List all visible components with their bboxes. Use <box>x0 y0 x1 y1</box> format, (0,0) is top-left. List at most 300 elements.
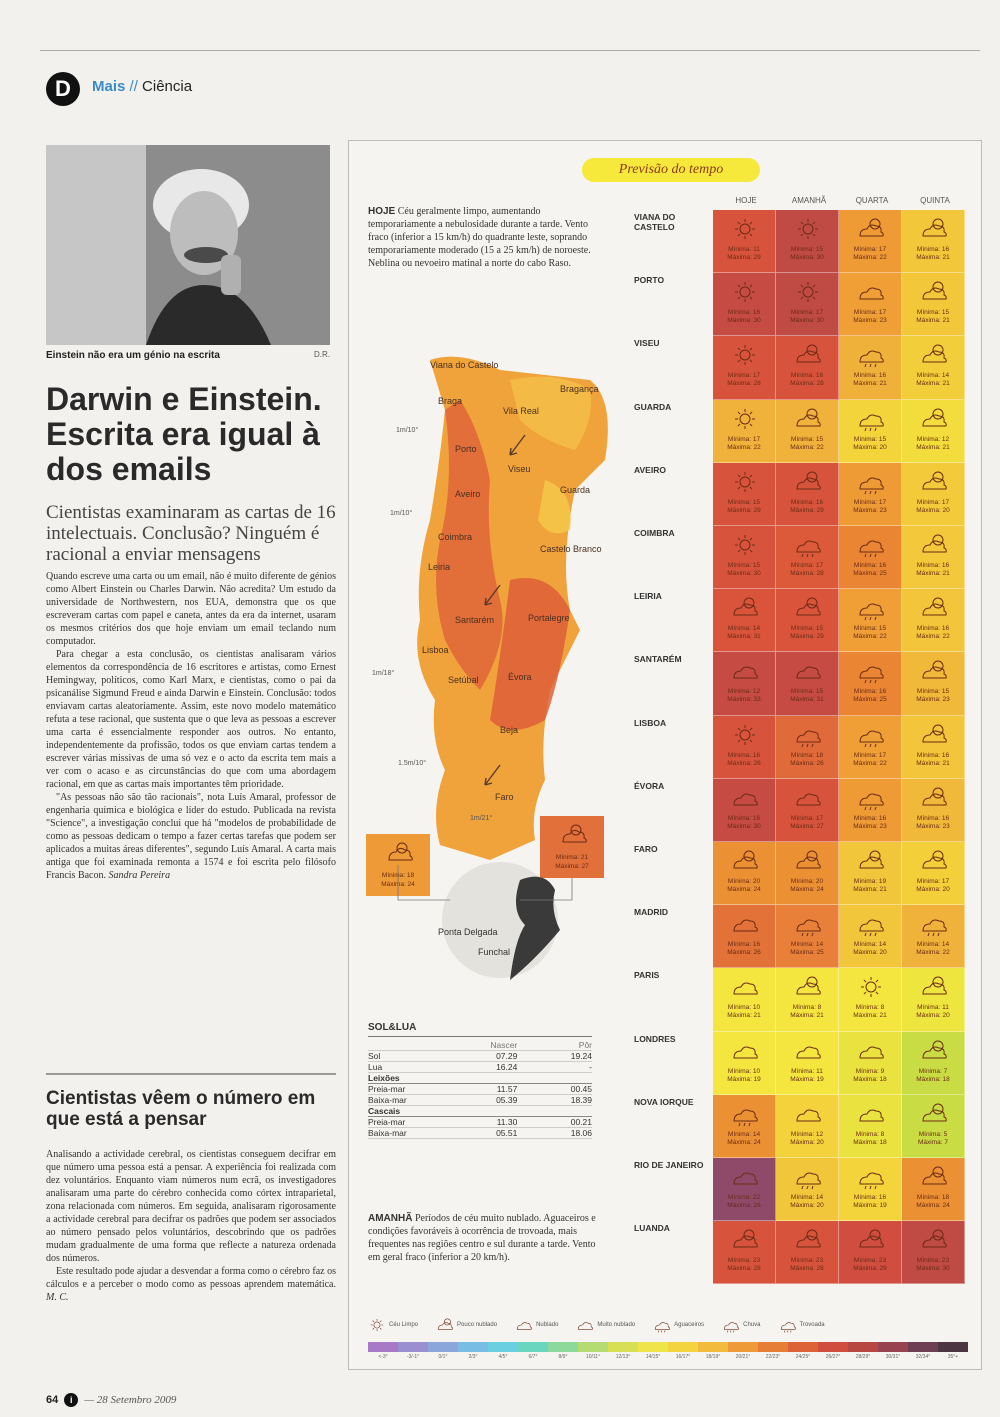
forecast-cell <box>776 716 839 779</box>
forecast-min: Mínima: 11 <box>917 1004 949 1012</box>
rain-icon <box>857 722 885 748</box>
forecast-max: Máxima: 20 <box>916 886 950 893</box>
cloud-icon <box>794 1101 822 1127</box>
forecast-column-header: HOJE <box>735 196 757 205</box>
sol-lua-cell: 11.30 <box>496 1117 518 1127</box>
forecast-cell <box>776 463 839 526</box>
forecast-max: Máxima: 23 <box>916 696 950 704</box>
city-name: SANTARÉM <box>634 654 682 665</box>
forecast-temps <box>780 688 834 704</box>
forecast-min: Mínima: 19 <box>853 878 887 885</box>
map-place-label: Vila Real <box>503 406 539 416</box>
forecast-cell <box>713 716 776 779</box>
forecast-max: Máxima: 27 <box>790 822 824 830</box>
sol-lua-cell: Lua <box>368 1062 383 1072</box>
article-paragraph: Analisando a actividade cerebral, os cientistas conseguem decifrar em que número uma pessoa está a pensar. A experiência foi realizada com dez voluntários. Enquanto viam números num ecrã, os investigadores analisaram uma parte do cérebro conhecida como córtex intraparietal, zona relacionada com números. Em seguida, analisaram rigorosamente a actividade cerebral para decifrar os padrões que podem ser associados ao número pensado pelos voluntários, descobrindo que os padrões mudam gradualmente de uma forma que reflecte a natureza ordenada dos números. <box>46 1149 336 1264</box>
forecast-min: Mínima: 15 <box>790 625 824 633</box>
cloud-icon <box>731 1164 759 1190</box>
forecast-temps <box>717 815 771 831</box>
city-name: VISEU <box>634 338 660 349</box>
scale-swatch <box>458 1342 488 1352</box>
legend-label: Trovoada <box>799 1322 825 1328</box>
wind-label: 1m/10° <box>390 510 413 517</box>
forecast-max: Máxima: 22 <box>853 254 887 261</box>
city-name: VIANA DO CASTELO <box>634 212 676 232</box>
footer-date-text: 28 Setembro 2009 <box>96 1394 177 1406</box>
forecast-max: Máxima: 30 <box>727 570 761 577</box>
cloudsun-icon <box>920 342 948 368</box>
city-name: LUANDA <box>634 1223 670 1234</box>
sol-lua-cell: 11.57 <box>496 1084 518 1094</box>
forecast-temps <box>906 499 960 515</box>
forecast-min: Mínima: 14 <box>727 1130 761 1138</box>
forecast-min: Mínima: 17 <box>916 498 950 506</box>
rain-icon <box>857 911 885 937</box>
sun-icon <box>794 279 822 305</box>
forecast-temps <box>906 878 960 894</box>
forecast-min: Mínima: 15 <box>853 625 887 633</box>
sol-lua-cell: Leixões <box>368 1073 400 1083</box>
today-text: Céu geralmente limpo, aumentando temporariamente a nebulosidade durante a tarde. Vento fraco (inferior a 15 km/h) do quadrante leste, soprando temporariamente moderado (15 a 25 km/h) de noroeste. Neblina ou nevoeiro matinal a norte do cabo Raso. <box>368 206 591 269</box>
forecast-cell <box>776 968 839 1031</box>
portugal-map <box>360 340 620 1000</box>
forecast-temps <box>843 625 897 641</box>
forecast-max: Máxima: 7 <box>918 1138 948 1146</box>
cloudsun-icon <box>436 1317 454 1333</box>
forecast-max: Máxima: 23 <box>853 506 887 514</box>
rain-icon <box>794 1164 822 1190</box>
forecast-min: Mínima: 14 <box>790 1194 824 1201</box>
cloud-icon <box>731 911 759 937</box>
scale-swatch <box>428 1342 458 1352</box>
rain-icon <box>857 658 885 684</box>
forecast-max: Máxima: 21 <box>916 380 950 388</box>
forecast-cell <box>902 589 965 652</box>
sol-lua-cell: Preia-mar <box>368 1117 406 1127</box>
forecast-temps <box>906 1257 960 1273</box>
forecast-min: Mínima: 16 <box>727 814 761 822</box>
forecast-temps <box>843 372 897 388</box>
cloudsun-icon <box>731 1227 759 1253</box>
forecast-max: Máxima: 24 <box>790 886 824 893</box>
forecast-min: Mínima: 23 <box>727 1257 761 1265</box>
weather-legend <box>368 1314 968 1336</box>
forecast-cell <box>902 1095 965 1158</box>
forecast-temps <box>780 625 834 641</box>
forecast-min: Mínima: 23 <box>916 1257 950 1265</box>
forecast-temps <box>717 1257 771 1273</box>
rain-icon <box>794 532 822 558</box>
forecast-max: Máxima: 26 <box>727 1202 761 1209</box>
tomorrow-label: AMANHÃ <box>368 1213 413 1224</box>
forecast-cell <box>839 463 902 526</box>
einstein-photo <box>46 145 330 345</box>
forecast-min: Mínima: 15 <box>790 246 824 253</box>
page-footer <box>46 1393 176 1407</box>
sol-lua-header <box>368 1040 592 1051</box>
forecast-cell <box>902 463 965 526</box>
forecast-temps <box>717 436 771 452</box>
forecast-cell <box>713 905 776 968</box>
legend-label: Chuva <box>743 1322 761 1328</box>
forecast-cell <box>839 1158 902 1221</box>
tomorrow-text: Períodos de céu muito nublado. Aguaceiros e condições favoráveis à ocorrência de trovoada, mais frequentes nas regiões centro e sul durante a tarde. Vento em geral fraco (inferior a 20 km/h). <box>368 1213 596 1263</box>
forecast-min: Mínima: 17 <box>790 814 824 822</box>
sun-icon <box>731 279 759 305</box>
sol-lua-row <box>368 1117 592 1128</box>
forecast-cell <box>839 652 902 715</box>
map-place-label: Porto <box>455 444 477 454</box>
cloud-icon <box>794 785 822 811</box>
forecast-cell <box>713 336 776 399</box>
cloudsun-icon <box>857 216 885 242</box>
sol-lua-title: SOL&LUA <box>368 1022 592 1037</box>
cloudsun-icon <box>794 342 822 368</box>
forecast-max: Máxima: 24 <box>727 1138 761 1146</box>
rain-icon <box>857 595 885 621</box>
scale-label: 8/9° <box>558 1354 568 1360</box>
forecast-cell <box>776 210 839 273</box>
scale-swatch <box>848 1342 878 1352</box>
forecast-cell <box>713 210 776 273</box>
forecast-cell <box>902 1032 965 1095</box>
cloudsun-icon <box>920 469 948 495</box>
forecast-cell <box>839 210 902 273</box>
forecast-temps <box>843 1131 897 1147</box>
rain-icon <box>722 1317 740 1333</box>
forecast-cell <box>902 1221 965 1284</box>
forecast-temps <box>906 309 960 325</box>
forecast-temps <box>780 1194 834 1210</box>
forecast-cell <box>713 968 776 1031</box>
publication-logo: D <box>46 72 80 106</box>
forecast-max: Máxima: 28 <box>790 570 824 577</box>
forecast-min: Mínima: 12 <box>916 435 950 443</box>
forecast-max: Máxima: 21 <box>853 886 887 893</box>
forecast-max: Máxima: 22 <box>916 633 950 641</box>
forecast-max: Máxima: 21 <box>790 1012 824 1020</box>
forecast-max: Máxima: 21 <box>916 254 950 261</box>
forecast-cell <box>902 779 965 842</box>
legend-label: Pouco nublado <box>457 1322 498 1328</box>
scale-label: 35°+ <box>947 1354 959 1360</box>
forecast-cell <box>839 400 902 463</box>
city-name: COIMBRA <box>634 528 675 538</box>
article-paragraph <box>46 1265 336 1304</box>
forecast-max: Máxima: 23 <box>916 822 950 830</box>
forecast-temps <box>843 878 897 894</box>
today-label: HOJE <box>368 206 396 217</box>
forecast-temps <box>843 562 897 578</box>
forecast-max: Máxima: 28 <box>790 1265 824 1273</box>
map-place-label: Leiria <box>428 562 451 572</box>
forecast-temps <box>906 1131 960 1147</box>
sun-icon <box>731 406 759 432</box>
forecast-min: Mínima: 15 <box>853 435 887 443</box>
forecast-temps <box>843 1257 897 1273</box>
sol-lua-row <box>368 1084 592 1095</box>
city-name: FARO <box>634 844 658 854</box>
scale-label: 2/3° <box>468 1354 478 1360</box>
cloudsun-icon <box>731 595 759 621</box>
legend-label: Nublado <box>536 1322 559 1328</box>
scale-label: -3/-1° <box>406 1354 420 1360</box>
forecast-cell <box>902 842 965 905</box>
weather-banner: Previsão do tempo <box>582 158 760 182</box>
sol-lua-cell: 16.24 <box>496 1062 518 1072</box>
scale-swatch <box>548 1342 578 1352</box>
sol-lua-table <box>368 1022 592 1139</box>
secondary-headline: Cientistas vêem o número em que está a pensar <box>46 1088 316 1130</box>
forecast-min: Mínima: 16 <box>727 309 761 317</box>
sol-lua-col: Pôr <box>578 1040 593 1050</box>
forecast-temps <box>780 436 834 452</box>
article-signature: M. C. <box>46 1292 69 1303</box>
cloudsun-icon <box>794 469 822 495</box>
forecast-cell <box>839 1032 902 1095</box>
forecast-min: Mínima: 16 <box>790 372 824 380</box>
article-standfirst: Cientistas examinaram as cartas de 16 intelectuais. Conclusão? Ninguém é racional a enviar mensagens <box>46 502 336 565</box>
scale-label: 12/13° <box>615 1354 631 1360</box>
city-name: PARIS <box>634 970 660 981</box>
cloudsun-icon <box>920 785 948 811</box>
cloud-icon <box>794 1038 822 1064</box>
forecast-min: Mínima: 8 <box>855 1004 885 1012</box>
forecast-temps <box>843 246 897 262</box>
cloud-icon <box>731 785 759 811</box>
forecast-min: Mínima: 10 <box>727 1004 761 1012</box>
cloudsun-icon <box>857 848 885 874</box>
forecast-max: Máxima: 21 <box>727 1012 761 1020</box>
forecast-temps <box>717 752 771 768</box>
forecast-min: Mínima: 22 <box>727 1194 761 1201</box>
sun-icon <box>857 974 885 1000</box>
map-place-label: Guarda <box>560 485 591 495</box>
forecast-cell <box>902 336 965 399</box>
city-name: NOVA IORQUE <box>634 1096 694 1107</box>
scale-label: 14/15° <box>645 1354 661 1360</box>
forecast-max: Máxima: 26 <box>790 759 824 767</box>
forecast-temps <box>717 1194 771 1210</box>
scale-swatch <box>698 1342 728 1352</box>
forecast-temps <box>717 309 771 325</box>
section-separator: // <box>129 78 138 95</box>
cloudsun-icon <box>920 1164 948 1190</box>
forecast-cell <box>713 1221 776 1284</box>
forecast-column-header: AMANHÃ <box>791 196 827 205</box>
map-place-label: Coimbra <box>438 532 473 542</box>
sun-icon <box>731 342 759 368</box>
forecast-temps <box>717 1131 771 1147</box>
forecast-min: Mínima: 16 <box>916 246 950 253</box>
scale-swatch <box>788 1342 818 1352</box>
forecast-min: Mínima: 11 <box>791 1067 823 1075</box>
forecast-temps <box>843 815 897 831</box>
cloud-icon <box>515 1317 533 1333</box>
scale-label: 26/27° <box>825 1354 841 1360</box>
city-name: PORTO <box>634 275 665 286</box>
sol-lua-cell: 18.39 <box>570 1095 593 1105</box>
rain-icon <box>857 1164 885 1190</box>
scale-swatch <box>938 1342 968 1352</box>
island-min: Mínima: 21 <box>555 854 589 861</box>
cloudsun-icon <box>794 1227 822 1253</box>
forecast-cell <box>713 1032 776 1095</box>
forecast-min: Mínima: 9 <box>855 1067 885 1075</box>
forecast-temps <box>906 436 960 452</box>
forecast-temps <box>843 309 897 325</box>
cloudsun-icon <box>920 595 948 621</box>
forecast-min: Mínima: 16 <box>916 625 950 633</box>
forecast-min: Mínima: 12 <box>790 1130 824 1138</box>
forecast-temps <box>843 499 897 515</box>
forecast-temps <box>843 941 897 957</box>
forecast-min: Mínima: 16 <box>916 562 950 569</box>
forecast-min: Mínima: 15 <box>727 562 761 569</box>
legend-item <box>368 1317 418 1333</box>
sun-icon <box>731 532 759 558</box>
map-place-label: Braga <box>438 396 463 406</box>
scale-label: 22/23° <box>765 1354 781 1360</box>
cloud-icon <box>857 1038 885 1064</box>
forecast-min: Mínima: 16 <box>916 814 950 822</box>
sol-lua-row <box>368 1062 592 1073</box>
scale-swatch <box>728 1342 758 1352</box>
forecast-temps <box>906 1004 960 1020</box>
forecast-min: Mínima: 23 <box>853 1257 887 1265</box>
forecast-cell <box>839 273 902 336</box>
forecast-cell <box>902 1158 965 1221</box>
footer-logo: i <box>64 1393 78 1407</box>
forecast-temps <box>780 246 834 262</box>
forecast-temps <box>780 752 834 768</box>
island-max: Máxima: 24 <box>381 881 415 888</box>
scale-swatch <box>668 1342 698 1352</box>
forecast-max: Máxima: 22 <box>853 633 887 641</box>
forecast-max: Máxima: 20 <box>916 1012 950 1020</box>
forecast-min: Mínima: 15 <box>916 309 950 317</box>
sol-lua-row <box>368 1128 592 1139</box>
forecast-column-header: QUARTA <box>855 196 889 205</box>
tomorrow-forecast <box>368 1212 606 1264</box>
cloudsun-icon <box>920 974 948 1000</box>
scale-label: 20/21° <box>735 1354 751 1360</box>
forecast-cell <box>713 463 776 526</box>
city-name: LISBOA <box>634 717 667 728</box>
forecast-min: Mínima: 17 <box>727 372 761 380</box>
forecast-min: Mínima: 11 <box>728 246 760 253</box>
forecast-max: Máxima: 22 <box>916 949 950 957</box>
section-divider <box>46 1073 336 1075</box>
sol-lua-cell: 00.45 <box>570 1084 593 1094</box>
forecast-cell <box>713 273 776 336</box>
forecast-max: Máxima: 24 <box>727 886 761 893</box>
sol-lua-cell: Preia-mar <box>368 1084 406 1094</box>
forecast-max: Máxima: 25 <box>790 949 824 957</box>
forecast-temps <box>717 625 771 641</box>
cloudsun-icon <box>794 848 822 874</box>
map-place-label: Santarém <box>455 615 495 625</box>
forecast-min: Mínima: 20 <box>790 878 824 885</box>
map-place-label: Portalegre <box>528 613 570 623</box>
legend-item <box>436 1317 497 1333</box>
forecast-cell <box>713 400 776 463</box>
forecast-min: Mínima: 14 <box>916 372 950 380</box>
cloudsun-icon <box>794 406 822 432</box>
forecast-temps <box>843 1194 897 1210</box>
forecast-max: Máxima: 29 <box>727 254 761 261</box>
forecast-cell <box>713 526 776 589</box>
scale-swatch <box>758 1342 788 1352</box>
forecast-max: Máxima: 30 <box>790 317 824 325</box>
scale-label: 6/7° <box>528 1354 538 1360</box>
scale-swatch <box>398 1342 428 1352</box>
forecast-temps <box>843 1068 897 1084</box>
forecast-max: Máxima: 23 <box>853 317 887 325</box>
forecast-max: Máxima: 21 <box>916 570 950 577</box>
sun-icon <box>794 216 822 242</box>
forecast-temps <box>780 878 834 894</box>
scale-label: 32/34° <box>915 1354 931 1360</box>
scale-label: 28/29° <box>855 1354 871 1360</box>
forecast-cell <box>776 842 839 905</box>
forecast-temps <box>906 246 960 262</box>
forecast-temps <box>717 499 771 515</box>
forecast-temps <box>717 1068 771 1084</box>
forecast-min: Mínima: 14 <box>727 625 761 633</box>
forecast-max: Máxima: 28 <box>727 380 761 388</box>
scale-swatch <box>878 1342 908 1352</box>
cloudsun-icon <box>794 974 822 1000</box>
map-place-label: Viana do Castelo <box>430 360 499 370</box>
forecast-temps <box>780 1004 834 1020</box>
scale-swatch <box>368 1342 398 1352</box>
forecast-temps <box>717 688 771 704</box>
forecast-cell <box>839 968 902 1031</box>
forecast-max: Máxima: 20 <box>916 506 950 514</box>
forecast-temps <box>717 878 771 894</box>
forecast-max: Máxima: 30 <box>916 1265 950 1273</box>
map-place-label: Bragança <box>560 384 599 394</box>
map-place-label: Setúbal <box>448 675 479 685</box>
forecast-max: Máxima: 23 <box>853 822 887 830</box>
wind-label: 1m/10° <box>396 427 419 434</box>
rain-icon <box>920 911 948 937</box>
forecast-min: Mínima: 17 <box>790 309 824 317</box>
city-name: GUARDA <box>634 401 672 412</box>
sol-lua-cell: 05.51 <box>496 1128 518 1138</box>
forecast-max: Máxima: 29 <box>790 506 824 514</box>
article-signature: Sandra Pereira <box>108 870 171 881</box>
sol-lua-cell: 07.29 <box>496 1051 518 1061</box>
sol-lua-cell: 00.21 <box>570 1117 593 1127</box>
scale-swatch <box>608 1342 638 1352</box>
forecast-min: Mínima: 17 <box>790 562 824 569</box>
cloudsun-icon <box>857 1227 885 1253</box>
rain-icon <box>857 532 885 558</box>
legend-item <box>653 1317 704 1333</box>
forecast-min: Mínima: 18 <box>790 751 824 759</box>
forecast-max: Máxima: 22 <box>790 443 824 451</box>
section-label <box>92 78 192 95</box>
forecast-cell <box>776 336 839 399</box>
forecast-cell <box>713 589 776 652</box>
map-place-label: Évora <box>508 672 532 682</box>
forecast-max: Máxima: 33 <box>727 696 761 704</box>
article-body <box>46 570 336 882</box>
sol-lua-cell: Cascais <box>368 1106 401 1116</box>
cloudsun-icon <box>920 406 948 432</box>
